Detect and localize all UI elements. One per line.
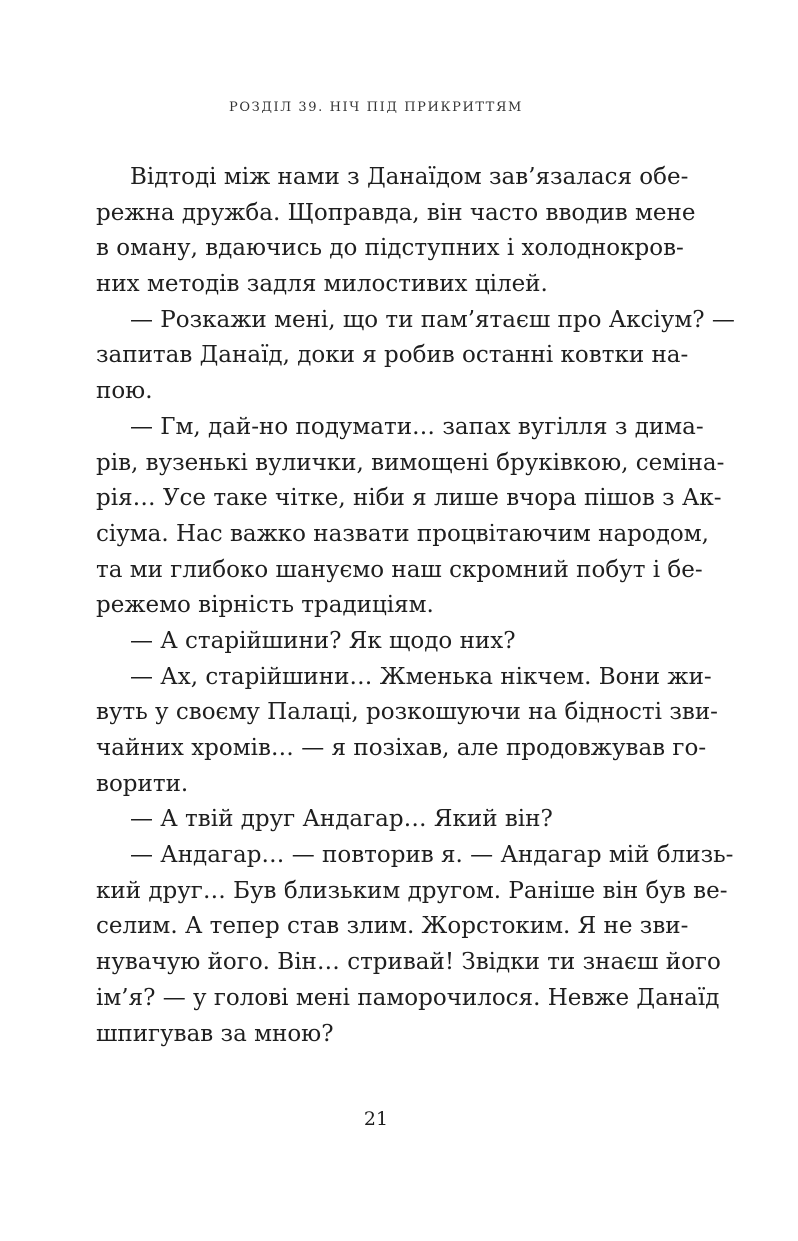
text-line: — Ах, старійшини… Жменька нікчем. Вони жи-	[130, 663, 712, 690]
text-line: — А старійшини? Як щодо них?	[130, 627, 516, 654]
text-line: сіума. Нас важко назвати процвітаючим народом,	[96, 520, 709, 547]
text-line: — Андагар… — повторив я. — Андагар мій близь-	[130, 842, 734, 869]
text-line: вуть у своєму Палаці, розкошуючи на бідності зви-	[96, 699, 718, 726]
text-line: та ми глибоко шануємо наш скромний побут і бе-	[96, 556, 703, 583]
text-line: ім’я? — у голові мені паморочилося. Невже Данаїд	[96, 984, 720, 1011]
text-line: селим. А тепер став злим. Жорстоким. Я не зви-	[96, 913, 689, 940]
text-line: — Розкажи мені, що ти пам’ятаєш про Аксіум? —	[130, 306, 735, 333]
text-line: них методів задля милостивих цілей.	[96, 271, 548, 298]
text-line: — Гм, дай-но подумати… запах вугілля з дима-	[130, 413, 704, 440]
text-line: запитав Данаїд, доки я робив останні ковтки на-	[96, 342, 689, 369]
text-line: шпигував за мною?	[96, 1020, 334, 1047]
text-line: пою.	[96, 378, 153, 405]
page-number: 21	[363, 1108, 389, 1130]
running-head: РОЗДІЛ 39. НІЧ ПІД ПРИКРИТТЯМ	[229, 100, 523, 115]
text-line: Відтоді між нами з Данаїдом зав’язалася обе-	[130, 164, 689, 190]
text-line: в оману, вдаючись до підступних і холоднокров-	[96, 235, 684, 262]
text-line: режемо вірність традиціям.	[96, 592, 434, 619]
text-line: режна дружба. Щоправда, він часто вводив мене	[96, 199, 696, 226]
text-line: кий друг… Був близьким другом. Раніше він був ве-	[96, 877, 728, 904]
text-line: рія… Усе таке чітке, ніби я лише вчора пішов з Ак-	[96, 485, 722, 512]
text-line: — А твій друг Андагар… Який він?	[130, 806, 553, 833]
text-line: нувачую його. Він… стривай! Звідки ти знаєш його	[96, 949, 721, 976]
body-text	[96, 160, 735, 1052]
text-line: рів, вузенькі вулички, вимощені бруківкою, семіна-	[96, 449, 725, 476]
text-line: ворити.	[96, 770, 189, 797]
text-line: чайних хромів… — я позіхав, але продовжував го-	[96, 735, 707, 761]
